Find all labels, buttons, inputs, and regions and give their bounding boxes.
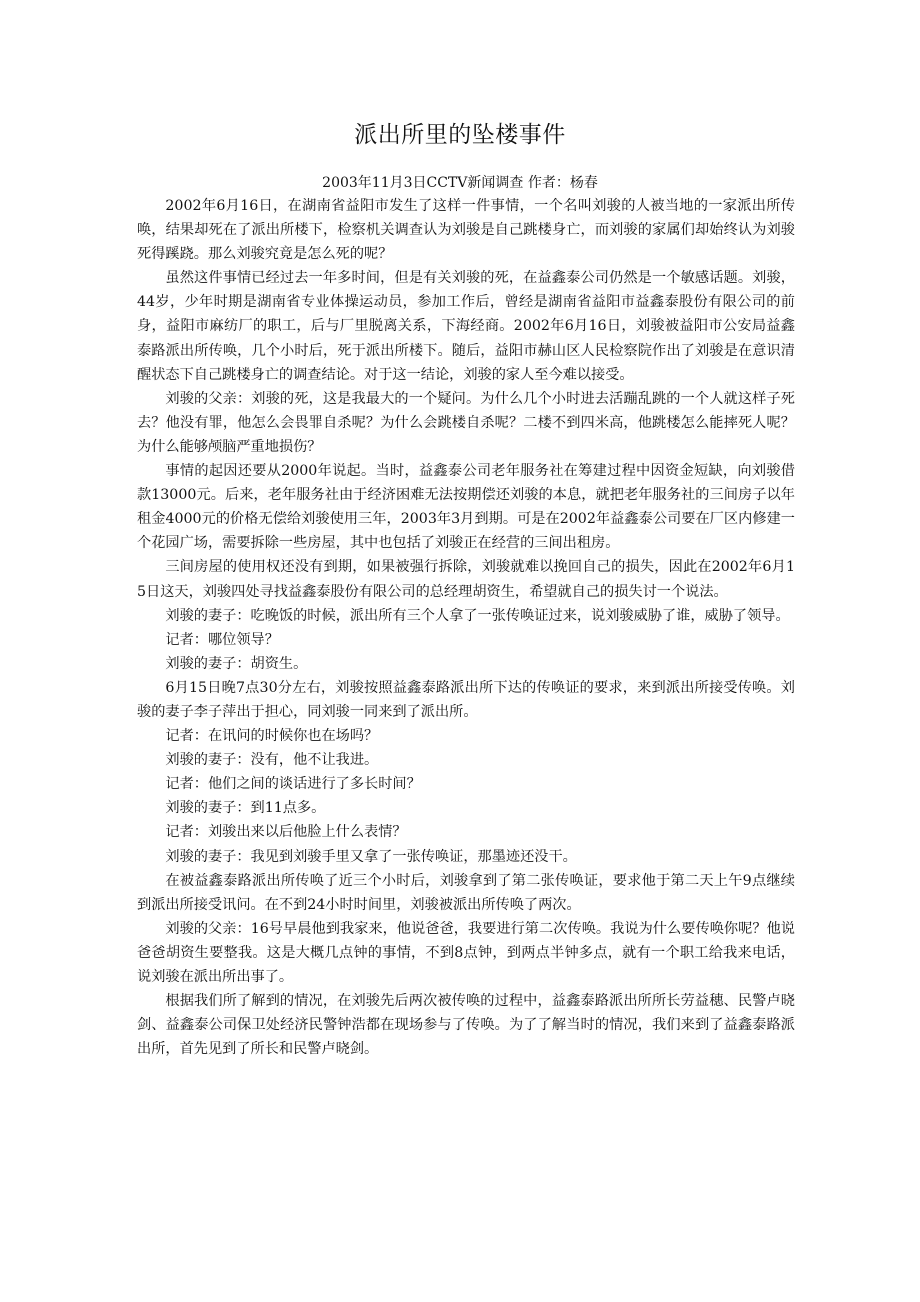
paragraph: 刘骏的妻子：到11点多。 bbox=[165, 800, 326, 817]
paragraph: 记者：他们之间的谈话进行了多长时间？ bbox=[165, 776, 421, 793]
paragraph: 刘骏的父亲：刘骏的死，这是我最大的一个疑问。为什么几个小时进去活蹦乱跳的一个人就这样子死去？他没有罪，他怎么会畏罪自杀呢？为什么会跳楼自杀呢？二楼不到四米高，他跳楼怎么能摔死人呢？为什么能够颅脑严重地损伤？ bbox=[137, 390, 795, 455]
paragraph: 三间房屋的使用权还没有到期，如果被强行拆除，刘骏就难以挽回自己的损失，因此在2002年6月15日这天，刘骏四处寻找益鑫泰股份有限公司的总经理胡资生，希望就自己的损失讨一个说法。 bbox=[137, 559, 795, 600]
paragraph: 刘骏的妻子：胡资生。 bbox=[165, 655, 308, 672]
paragraph: 根据我们所了解到的情况，在刘骏先后两次被传唤的过程中，益鑫泰路派出所所长劳益穗、民警卢晓剑、益鑫泰公司保卫处经济民警钟浩都在现场参与了传唤。为了了解当时的情况，我们来到了益鑫泰路派出所，首先见到了所长和民警卢晓剑。 bbox=[137, 993, 795, 1058]
document-subtitle: 2003年11月3日CCTV新闻调查 作者：杨春 bbox=[322, 175, 598, 191]
paragraph: 在被益鑫泰路派出所传唤了近三个小时后，刘骏拿到了第二张传唤证，要求他于第二天上午9点继续到派出所接受讯问。在不到24小时时间里，刘骏被派出所传唤了两次。 bbox=[137, 872, 795, 913]
paragraph: 虽然这件事情已经过去一年多时间，但是有关刘骏的死，在益鑫泰公司仍然是一个敏感话题。刘骏，44岁，少年时期是湖南省专业体操运动员，参加工作后，曾经是湖南省益阳市益鑫泰股份有限公司的前身，益阳市麻纺厂的职工，后与厂里脱离关系，下海经商。2002年6月16日，刘骏被益阳市公安局益鑫泰路派出所传唤，几个小时后，死于派出所楼下。随后，益阳市赫山区人民检察院作出了刘骏是在意识清醒状态下自己跳楼身亡的调查结论。对于这一结论，刘骏的家人至今难以接受。 bbox=[137, 270, 795, 383]
paragraph: 6月15日晚7点30分左右，刘骏按照益鑫泰路派出所下达的传唤证的要求，来到派出所接受传唤。刘骏的妻子李子萍出于担心，同刘骏一同来到了派出所。 bbox=[137, 679, 795, 720]
paragraph: 刘骏的父亲：16号早晨他到我家来，他说爸爸，我要进行第二次传唤。我说为什么要传唤你呢？他说爸爸胡资生要整我。这是大概几点钟的事情，不到8点钟，到两点半钟多点，就有一个职工给我来电话，说刘骏在派出所出事了。 bbox=[137, 920, 795, 985]
paragraph: 刘骏的妻子：吃晚饭的时候，派出所有三个人拿了一张传唤证过来，说刘骏威胁了谁，威胁了领导。 bbox=[165, 607, 790, 624]
paragraph: 刘骏的妻子：我见到刘骏手里又拿了一张传唤证，那墨迹还没干。 bbox=[165, 848, 577, 865]
paragraph: 事情的起因还要从2000年说起。当时，益鑫泰公司老年服务社在筹建过程中因资金短缺，向刘骏借款13000元。后来，老年服务社由于经济困难无法按期偿还刘骏的本息，就把老年服务社的三间房子以年租金4000元的价格无偿给刘骏使用三年，2003年3月到期。可是在2002年益鑫泰公司要在厂区内修建一个花园广场，需要拆除一些房屋，其中也包括了刘骏正在经营的三间出租房。 bbox=[137, 463, 795, 552]
paragraph: 刘骏的妻子：没有，他不让我进。 bbox=[165, 752, 379, 769]
paragraph: 记者：在讯问的时候你也在场吗？ bbox=[165, 728, 379, 745]
document-title: 派出所里的坠楼事件 bbox=[354, 122, 566, 148]
document-body bbox=[137, 194, 795, 1061]
paragraph: 记者：刘骏出来以后他脸上什么表情？ bbox=[165, 824, 407, 841]
paragraph: 记者：哪位领导？ bbox=[165, 631, 279, 648]
paragraph: 2002年6月16日，在湖南省益阳市发生了这样一件事情，一个名叫刘骏的人被当地的一家派出所传唤，结果却死在了派出所楼下，检察机关调查认为刘骏是自己跳楼身亡，而刘骏的家属们却始终认为刘骏死得蹊跷。那么刘骏究竟是怎么死的呢？ bbox=[137, 198, 795, 263]
